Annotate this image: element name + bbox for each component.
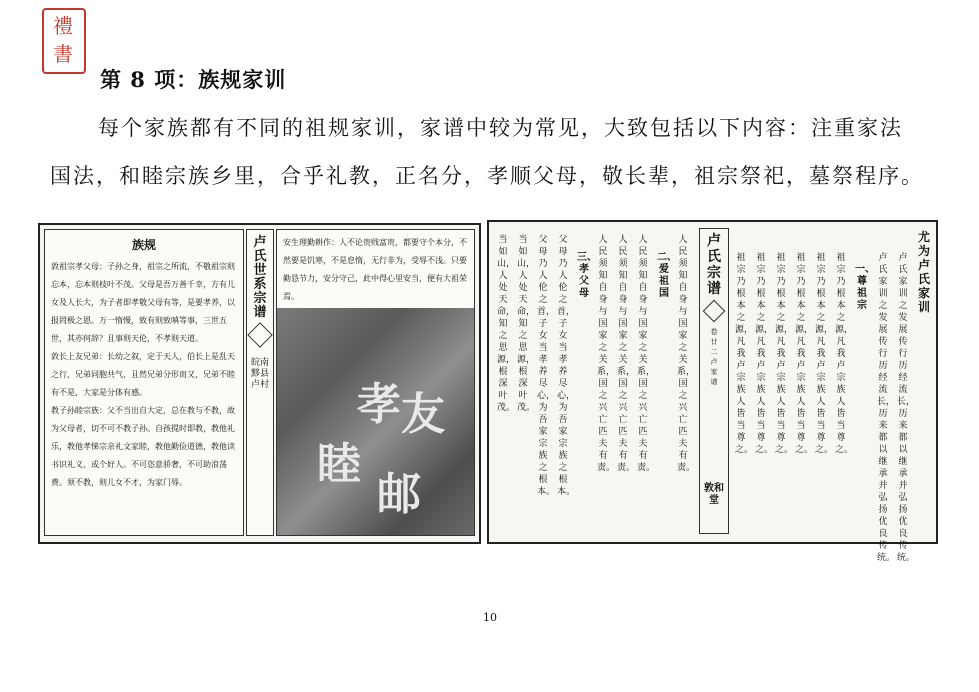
left-book-page <box>44 229 244 536</box>
right-book-image <box>487 220 938 563</box>
right-book-col-b2: 祖宗乃根本之源，凡我卢宗族人皆当尊之。 <box>815 253 834 455</box>
left-book-right-text: 安生理勤耕作：人不论贵贱富贵，都要守个本分，不然要是饥寒，不是怠惰，无行非为，受辱不浅。只要勤恳节力，安分守己，此中得心里安当，便有大祖荣焉。 <box>283 238 467 301</box>
right-book-col-a: 卢氏家训之发展传行历经流长，历来都以继承并弘扬优良传统。 <box>897 253 916 563</box>
right-book-spine-sub: 卷廿二 卢家谱 <box>710 328 718 386</box>
paragraph-line-2: 国法，和睦宗族乡里，合乎礼教，正名分，孝顺父母，敬长辈，祖宗祭祀，墓祭程序。 <box>50 164 924 188</box>
right-book-col-b3: 祖宗乃根本之源，凡我卢宗族人皆当尊之。 <box>795 253 814 455</box>
right-book-col-c3: 人民须知自身与国家之关系，国之兴亡匹夫有责。 <box>617 235 636 473</box>
left-book-page-title: 族规 <box>131 238 156 252</box>
left-book-spine <box>246 229 274 536</box>
stone-char-2: 友 <box>401 389 445 440</box>
right-book-col-e2: 当如山，人处天命，知之思源，根深叶茂。 <box>497 235 516 413</box>
right-book-section-1: 一、尊祖宗 <box>855 264 875 311</box>
right-book-corner: 敦和堂 <box>704 483 724 506</box>
left-book-image <box>38 223 481 544</box>
seal-char-2: 書 <box>53 42 73 66</box>
right-book-spine-title: 卢氏宗谱 <box>707 233 721 297</box>
right-book-col-c4: 人民须知自身与国家之关系，国之兴亡匹夫有责。 <box>597 235 616 473</box>
right-book-col-c2: 人民须知自身与国家之关系，国之兴亡匹夫有责。 <box>637 235 656 473</box>
spine-diamond-icon <box>247 322 272 347</box>
right-book-col-c: 人民须知自身与国家之关系，国之兴亡匹夫有责。 <box>677 235 696 473</box>
seal-logo <box>42 8 86 74</box>
stone-inscription-photo <box>277 308 474 535</box>
stone-char-3: 睦 <box>317 439 361 490</box>
spine-diamond-icon <box>703 300 726 323</box>
section-heading: 第 8 项：族规家训 <box>100 67 287 92</box>
stone-char-1: 孝 <box>357 379 401 430</box>
left-book-right-page <box>276 229 475 536</box>
right-book-section-3: 三、孝父母 <box>577 252 597 299</box>
left-book-page-text: 敦祖宗孝父母：子孙之身，祖宗之所流，不敬祖宗则忘本，忘本则枝叶不茂。父母是吾万善千幸，方有儿女及人长大，为子者即孝敬父母有等，是要孝养，以报罔极之恩。万一惰慢，致有则致嗔等事，三世五世，其亦何辞？且事则天伦，不孝则天道。 敦长上友兄弟：长幼之叙，定于天人，伯长上是乱天之行，兄弟同胞共气，且然兄弟分形而又，兄弟不睦有不是，大家是分体有感。 教子孙睦宗族：父不当出自大定，总在教与不教，故为父母者，切不可不教子孙。自孩提时即教，教他礼乐，教他孝悌宗亲礼文家睦，教他勤俭道德，教他读书识礼义，或个好人。不可恣意骄奢，不可助浪荡费。须不教，则儿女不才，为家门辱。 <box>51 262 235 487</box>
right-book-col-e: 当如山，人处天命，知之思源，根深叶茂。 <box>517 235 536 413</box>
seal-char-1: 禮 <box>53 14 73 38</box>
right-book-section-2: 二、爱祖国 <box>657 252 677 299</box>
right-book-col-b5: 祖宗乃根本之源，凡我卢宗族人皆当尊之。 <box>755 253 774 455</box>
right-book-col-b4: 祖宗乃根本之源，凡我卢宗族人皆当尊之。 <box>775 253 794 455</box>
paragraph-line-1: 每个家族都有不同的祖规家训，家谱中较为常见，大致包括以下内容：注重家法 <box>98 116 903 140</box>
right-book-col-b6: 祖宗乃根本之源，凡我卢宗族人皆当尊之。 <box>735 253 754 455</box>
page-number: 10 <box>483 611 497 624</box>
left-book-spine-title: 卢氏世系宗谱 <box>253 235 267 320</box>
right-book-col-d: 父母乃人伦之首，子女当孝养尽心，为吾家宗族之根本。 <box>557 235 576 497</box>
right-book-col-b: 祖宗乃根本之源，凡我卢宗族人皆当尊之。 <box>835 253 854 455</box>
left-book-spine-sub: 皖南黟县卢村 <box>250 358 269 390</box>
right-book-spine <box>699 228 729 534</box>
description-paragraph <box>50 104 940 200</box>
right-book-col-d2: 父母乃人伦之首，子女当孝养尽心，为吾家宗族之根本。 <box>537 235 556 497</box>
right-book-title: 尤为卢氏家训 <box>917 230 930 314</box>
right-book-col-a2: 卢氏家训之发展传行历经流长，历来都以继承并弘扬优良传统。 <box>877 253 896 563</box>
stone-char-4: 邮 <box>377 469 421 520</box>
